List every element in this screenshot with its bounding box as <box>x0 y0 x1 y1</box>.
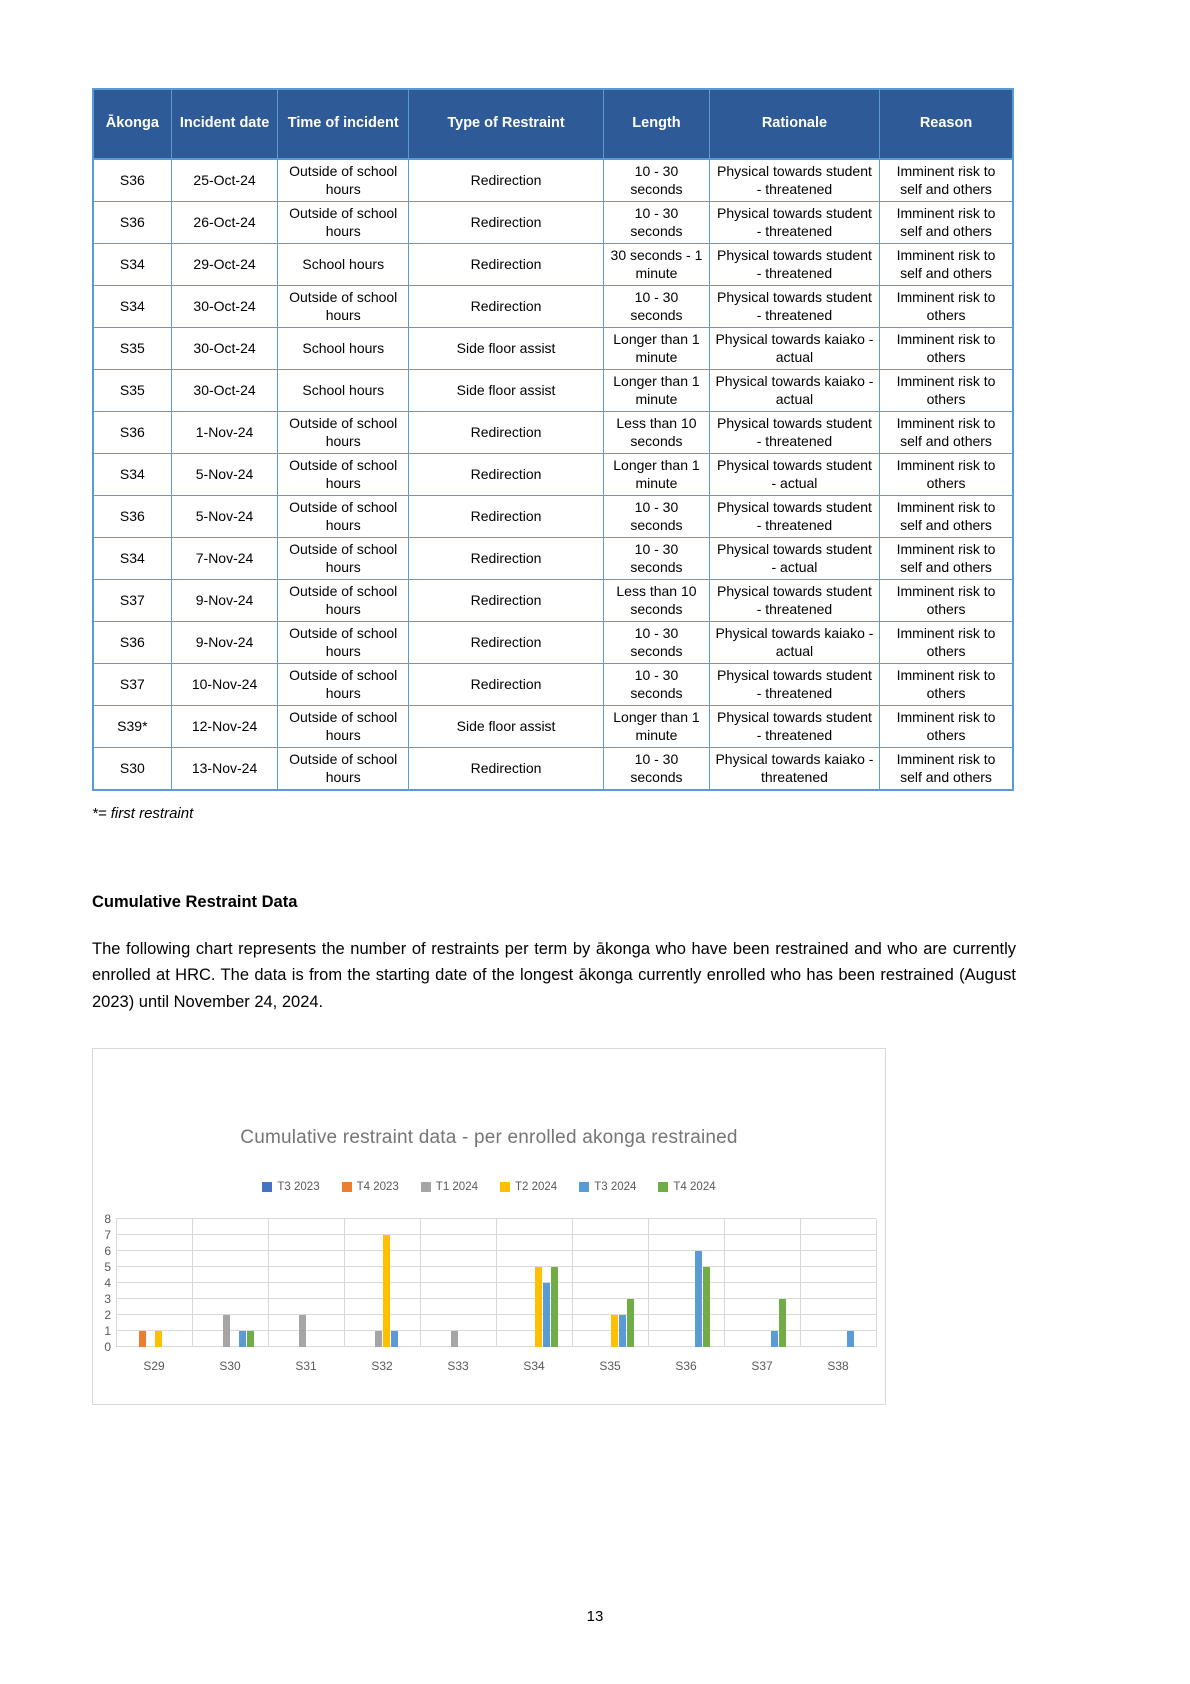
table-row <box>93 453 1013 495</box>
table-cell: 30 seconds - 1 minute <box>604 243 710 285</box>
table-cell: Imminent risk to self and others <box>880 537 1013 579</box>
y-axis-label: 8 <box>104 1212 111 1226</box>
table-cell: 10 - 30 seconds <box>604 285 710 327</box>
legend-item <box>658 1181 715 1193</box>
column-header: Reason <box>880 89 1013 159</box>
table-cell: S36 <box>93 159 171 201</box>
table-cell: Outside of school hours <box>278 285 409 327</box>
table-cell: Imminent risk to self and others <box>880 201 1013 243</box>
bar-group <box>572 1219 648 1347</box>
table-cell: S39* <box>93 705 171 747</box>
column-header: Length <box>604 89 710 159</box>
table-cell: S36 <box>93 495 171 537</box>
table-cell: Physical towards student - threatened <box>709 705 879 747</box>
table-cell: 10-Nov-24 <box>171 663 278 705</box>
table-cell: Physical towards student - threatened <box>709 495 879 537</box>
legend-item <box>579 1181 636 1193</box>
table-cell: Less than 10 seconds <box>604 579 710 621</box>
table-cell: 25-Oct-24 <box>171 159 278 201</box>
table-cell: 30-Oct-24 <box>171 369 278 411</box>
x-axis-label: S34 <box>523 1359 545 1373</box>
table-cell: 10 - 30 seconds <box>604 621 710 663</box>
bar <box>223 1315 230 1347</box>
legend-swatch-icon <box>579 1182 589 1192</box>
legend-swatch-icon <box>342 1182 352 1192</box>
legend-item <box>342 1181 399 1193</box>
bar <box>247 1331 254 1347</box>
restraint-incident-table <box>92 88 1014 791</box>
table-cell: Redirection <box>409 411 604 453</box>
table-row <box>93 705 1013 747</box>
table-row <box>93 663 1013 705</box>
table-row <box>93 285 1013 327</box>
bar <box>451 1331 458 1347</box>
footnote: *= first restraint <box>92 805 194 822</box>
table-cell: S37 <box>93 579 171 621</box>
x-axis-label: S32 <box>371 1359 393 1373</box>
bar <box>695 1251 702 1347</box>
table-cell: Outside of school hours <box>278 537 409 579</box>
table-cell: Imminent risk to self and others <box>880 243 1013 285</box>
table-cell: Outside of school hours <box>278 201 409 243</box>
table-cell: S34 <box>93 285 171 327</box>
column-header: Ākonga <box>93 89 171 159</box>
table-cell: Physical towards kaiako - actual <box>709 621 879 663</box>
legend-label: T4 2024 <box>673 1181 716 1193</box>
table-cell: 30-Oct-24 <box>171 285 278 327</box>
y-axis-label: 5 <box>104 1260 111 1274</box>
table-cell: Imminent risk to self and others <box>880 411 1013 453</box>
table-cell: S34 <box>93 243 171 285</box>
legend-item <box>421 1181 478 1193</box>
table-cell: Imminent risk to others <box>880 369 1013 411</box>
table-cell: 1-Nov-24 <box>171 411 278 453</box>
table-cell: S34 <box>93 537 171 579</box>
table-cell: Outside of school hours <box>278 495 409 537</box>
table-cell: Physical towards kaiako - actual <box>709 369 879 411</box>
bar <box>779 1299 786 1347</box>
section-heading: Cumulative Restraint Data <box>92 893 298 911</box>
table-cell: Side floor assist <box>409 369 604 411</box>
table-cell: Redirection <box>409 243 604 285</box>
chart-legend <box>93 1181 885 1193</box>
y-axis-label: 1 <box>104 1324 111 1338</box>
legend-label: T3 2023 <box>277 1181 320 1193</box>
column-header: Incident date <box>171 89 278 159</box>
table-cell: 10 - 30 seconds <box>604 747 710 789</box>
bar <box>139 1331 146 1347</box>
table-cell: School hours <box>278 369 409 411</box>
bar <box>535 1267 542 1347</box>
bar <box>155 1331 162 1347</box>
column-header: Time of incident <box>278 89 409 159</box>
x-axis-label: S37 <box>751 1359 773 1373</box>
legend-label: T2 2024 <box>515 1181 558 1193</box>
bar <box>551 1267 558 1347</box>
table-cell: 26-Oct-24 <box>171 201 278 243</box>
table-row <box>93 327 1013 369</box>
table-cell: 10 - 30 seconds <box>604 201 710 243</box>
bar <box>239 1331 246 1347</box>
table-header <box>93 89 1013 159</box>
bar-group <box>116 1219 192 1347</box>
chart-x-axis <box>116 1355 876 1377</box>
y-axis-label: 6 <box>104 1244 111 1258</box>
legend-item <box>500 1181 557 1193</box>
bar <box>383 1235 390 1347</box>
table-cell: Imminent risk to others <box>880 663 1013 705</box>
bar <box>847 1331 854 1347</box>
bar-group <box>192 1219 268 1347</box>
table-cell: Redirection <box>409 159 604 201</box>
table-cell: Outside of school hours <box>278 663 409 705</box>
table-cell: Physical towards kaiako - threatened <box>709 747 879 789</box>
x-axis-label: S36 <box>675 1359 697 1373</box>
table-cell: Longer than 1 minute <box>604 369 710 411</box>
table-cell: Imminent risk to others <box>880 327 1013 369</box>
column-header: Type of Restraint <box>409 89 604 159</box>
table-cell: Outside of school hours <box>278 159 409 201</box>
page-number: 13 <box>586 1608 604 1625</box>
column-header: Rationale <box>709 89 879 159</box>
bar-group <box>724 1219 800 1347</box>
table-cell: Physical towards student - threatened <box>709 579 879 621</box>
table-cell: Side floor assist <box>409 327 604 369</box>
table-row <box>93 411 1013 453</box>
table-cell: Redirection <box>409 453 604 495</box>
chart-plot-area <box>104 1212 876 1354</box>
table-cell: 9-Nov-24 <box>171 621 278 663</box>
table-cell: Imminent risk to others <box>880 579 1013 621</box>
table-cell: Longer than 1 minute <box>604 327 710 369</box>
x-axis-label: S35 <box>599 1359 621 1373</box>
table-cell: Redirection <box>409 537 604 579</box>
legend-label: T4 2023 <box>356 1181 399 1193</box>
table-cell: Longer than 1 minute <box>604 705 710 747</box>
table-cell: Physical towards student - threatened <box>709 243 879 285</box>
table-cell: Imminent risk to others <box>880 453 1013 495</box>
table-cell: Physical towards kaiako - actual <box>709 327 879 369</box>
table-cell: 12-Nov-24 <box>171 705 278 747</box>
table-cell: Physical towards student - threatened <box>709 201 879 243</box>
table-cell: S36 <box>93 411 171 453</box>
table-cell: S37 <box>93 663 171 705</box>
table-cell: Outside of school hours <box>278 621 409 663</box>
table-row <box>93 201 1013 243</box>
bar <box>619 1315 626 1347</box>
table-cell: Imminent risk to others <box>880 705 1013 747</box>
table-cell: Physical towards student - threatened <box>709 285 879 327</box>
bar <box>375 1331 382 1347</box>
table-cell: Physical towards student - threatened <box>709 159 879 201</box>
gridline <box>876 1219 877 1347</box>
bar-group <box>496 1219 572 1347</box>
cumulative-restraint-chart <box>92 1048 886 1405</box>
chart-title: Cumulative restraint data - per enrolled akonga restrained <box>240 1127 738 1148</box>
legend-label: T1 2024 <box>435 1181 478 1193</box>
bar <box>391 1331 398 1347</box>
x-axis-label: S33 <box>447 1359 469 1373</box>
table-cell: 10 - 30 seconds <box>604 663 710 705</box>
table-cell: Outside of school hours <box>278 579 409 621</box>
table-cell: 29-Oct-24 <box>171 243 278 285</box>
legend-swatch-icon <box>262 1182 272 1192</box>
bar-group <box>420 1219 496 1347</box>
table-cell: Outside of school hours <box>278 453 409 495</box>
x-axis-label: S38 <box>827 1359 849 1373</box>
table-cell: 9-Nov-24 <box>171 579 278 621</box>
legend-swatch-icon <box>658 1182 668 1192</box>
table-row <box>93 621 1013 663</box>
table-cell: Imminent risk to others <box>880 621 1013 663</box>
x-axis-label: S30 <box>219 1359 241 1373</box>
table-cell: Redirection <box>409 201 604 243</box>
table-cell: Outside of school hours <box>278 411 409 453</box>
table-cell: School hours <box>278 243 409 285</box>
table-cell: S35 <box>93 369 171 411</box>
table-cell: S36 <box>93 621 171 663</box>
legend-label: T3 2024 <box>594 1181 637 1193</box>
table-row <box>93 159 1013 201</box>
table-cell: Side floor assist <box>409 705 604 747</box>
table-row <box>93 495 1013 537</box>
table-cell: Imminent risk to others <box>880 285 1013 327</box>
y-axis-label: 4 <box>104 1276 111 1290</box>
table-cell: 10 - 30 seconds <box>604 537 710 579</box>
table-cell: 10 - 30 seconds <box>604 495 710 537</box>
table-cell: Imminent risk to self and others <box>880 495 1013 537</box>
table-cell: Redirection <box>409 621 604 663</box>
bar <box>703 1267 710 1347</box>
table-row <box>93 537 1013 579</box>
table-cell: S30 <box>93 747 171 789</box>
x-axis-label: S29 <box>143 1359 165 1373</box>
table-cell: S36 <box>93 201 171 243</box>
table-cell: 13-Nov-24 <box>171 747 278 789</box>
section-paragraph: The following chart represents the number of restraints per term by ākonga who have been restrained and who are currently enrolled at HRC. The data is from the starting date of the longest ākonga currently enrolled who has been restrained (August 2023) until November 24, 2024. <box>92 940 1016 1011</box>
bar-group <box>648 1219 724 1347</box>
legend-swatch-icon <box>421 1182 431 1192</box>
table-cell: Imminent risk to self and others <box>880 159 1013 201</box>
table-row <box>93 243 1013 285</box>
table-row <box>93 369 1013 411</box>
table-cell: Redirection <box>409 747 604 789</box>
table-cell: Less than 10 seconds <box>604 411 710 453</box>
table-cell: S34 <box>93 453 171 495</box>
table-cell: Physical towards student - threatened <box>709 663 879 705</box>
y-axis-label: 0 <box>104 1340 111 1354</box>
table-cell: Redirection <box>409 285 604 327</box>
table-cell: Redirection <box>409 579 604 621</box>
table-cell: Imminent risk to self and others <box>880 747 1013 789</box>
table-cell: Redirection <box>409 663 604 705</box>
bar-group <box>344 1219 420 1347</box>
table-cell: Redirection <box>409 495 604 537</box>
table-row <box>93 579 1013 621</box>
legend-swatch-icon <box>500 1182 510 1192</box>
bar-group <box>268 1219 344 1347</box>
table-row <box>93 747 1013 789</box>
table-cell: Longer than 1 minute <box>604 453 710 495</box>
table-cell: Outside of school hours <box>278 705 409 747</box>
table-cell: 7-Nov-24 <box>171 537 278 579</box>
table-cell: Outside of school hours <box>278 747 409 789</box>
bar <box>771 1331 778 1347</box>
y-axis-label: 2 <box>104 1308 111 1322</box>
table-cell: 30-Oct-24 <box>171 327 278 369</box>
bar <box>611 1315 618 1347</box>
table-cell: Physical towards student - actual <box>709 537 879 579</box>
table-cell: 5-Nov-24 <box>171 453 278 495</box>
legend-item <box>262 1181 319 1193</box>
table-cell: S35 <box>93 327 171 369</box>
bar-group <box>800 1219 876 1347</box>
y-axis-label: 7 <box>104 1228 111 1242</box>
table-cell: Physical towards student - threatened <box>709 411 879 453</box>
table-cell: School hours <box>278 327 409 369</box>
bar <box>543 1283 550 1347</box>
y-axis-label: 3 <box>104 1292 111 1306</box>
table-header-row <box>93 89 1013 159</box>
table-cell: 10 - 30 seconds <box>604 159 710 201</box>
bar <box>627 1299 634 1347</box>
table-cell: Physical towards student - actual <box>709 453 879 495</box>
table-body <box>93 159 1013 790</box>
x-axis-label: S31 <box>295 1359 317 1373</box>
table-cell: 5-Nov-24 <box>171 495 278 537</box>
bar <box>299 1315 306 1347</box>
